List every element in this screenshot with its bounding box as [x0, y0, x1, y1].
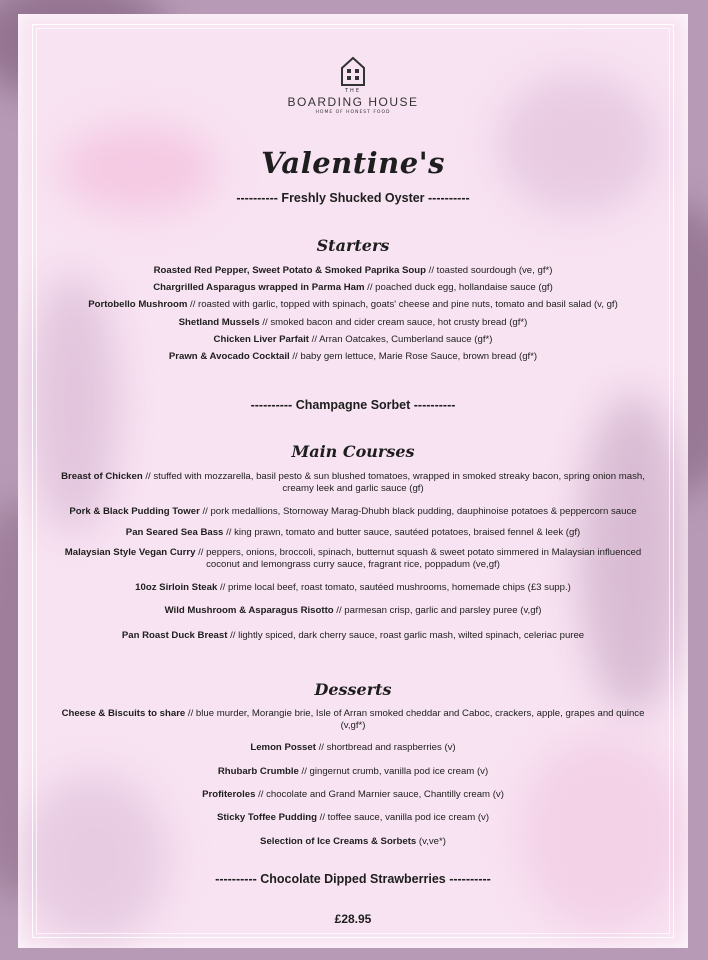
boarding-house-logo: [18, 56, 688, 115]
dessert-item: Lemon Posset // shortbread and raspberries (v): [250, 742, 456, 753]
starter-item: Roasted Red Pepper, Sweet Potato & Smoked Paprika Soup // toasted sourdough (ve, gf*): [153, 265, 553, 276]
main-item: Pan Seared Sea Bass // king prawn, tomato and butter sauce, sautéed potatoes, braised fennel & leek (gf): [125, 527, 581, 538]
desserts-heading: Desserts: [314, 680, 392, 699]
logo-name: BOARDING HOUSE: [287, 95, 419, 109]
starter-item: Shetland Mussels // smoked bacon and cider cream sauce, hot crusty bread (gf*): [178, 317, 528, 328]
main-item: Wild Mushroom & Asparagus Risotto // parmesan crisp, garlic and parsley puree (v,gf): [164, 605, 542, 616]
main-item: Pan Roast Duck Breast // lightly spiced, dark cherry sauce, roast garlic mash, wilted spinach, celeriac puree: [121, 630, 585, 641]
starters-heading: Starters: [316, 236, 390, 255]
starter-item: Prawn & Avocado Cocktail // baby gem lettuce, Marie Rose Sauce, brown bread (gf*): [168, 351, 538, 362]
starter-item: Chicken Liver Parfait // Arran Oatcakes, Cumberland sauce (gf*): [213, 334, 493, 345]
main-item: Pork & Black Pudding Tower // pork medallions, Stornoway Marag-Dhubh black pudding, dauphinoise potatoes & peppercorn sauce: [69, 506, 637, 517]
menu-card: [18, 14, 688, 948]
dessert-item: Rhubarb Crumble // gingernut crumb, vanilla pod ice cream (v): [217, 766, 489, 777]
dessert-item: Profiteroles // chocolate and Grand Marnier sauce, Chantilly cream (v): [202, 789, 504, 800]
main-item: Malaysian Style Vegan Curry // peppers, onions, broccoli, spinach, butternut squash & sweet potato simmered in Malaysian influenced coconut and lemongrass curry sauce, fragrant rice, poppadum (ve,gf): [64, 547, 642, 570]
menu-price: £28.95: [334, 912, 372, 926]
oyster-course: ---------- Freshly Shucked Oyster ----------: [236, 191, 470, 205]
sorbet-course: ---------- Champagne Sorbet ----------: [250, 398, 456, 412]
main-item: Breast of Chicken // stuffed with mozzarella, basil pesto & sun blushed tomatoes, wrapped in smoked streaky bacon, spring onion mash, creamy leek and garlic sauce (gf): [61, 471, 645, 494]
dessert-item: Cheese & Biscuits to share // blue murder, Morangie brie, Isle of Arran smoked cheddar and Caboc, crackers, apple, grapes and quince (v,gf*): [61, 708, 645, 731]
menu-title: Valentine's: [261, 146, 445, 180]
logo-the: THE: [345, 88, 361, 94]
strawberries-course: ---------- Chocolate Dipped Strawberries ----------: [215, 872, 491, 886]
starter-item: Chargrilled Asparagus wrapped in Parma Ham // poached duck egg, hollandaise sauce (gf): [153, 282, 553, 293]
main-item: 10oz Sirloin Steak // prime local beef, roast tomato, sautéed mushrooms, homemade chips (£3 supp.): [135, 582, 571, 593]
dessert-item: Sticky Toffee Pudding // toffee sauce, vanilla pod ice cream (v): [216, 812, 490, 823]
dessert-item: Selection of Ice Creams & Sorbets (v,ve*): [260, 836, 446, 847]
logo-tagline: HOME OF HONEST FOOD: [315, 110, 391, 115]
house-icon: [340, 56, 366, 86]
mains-heading: Main Courses: [291, 442, 415, 461]
starter-item: Portobello Mushroom // roasted with garlic, topped with spinach, goats' cheese and pine nuts, tomato and basil salad (v, gf): [88, 299, 618, 310]
